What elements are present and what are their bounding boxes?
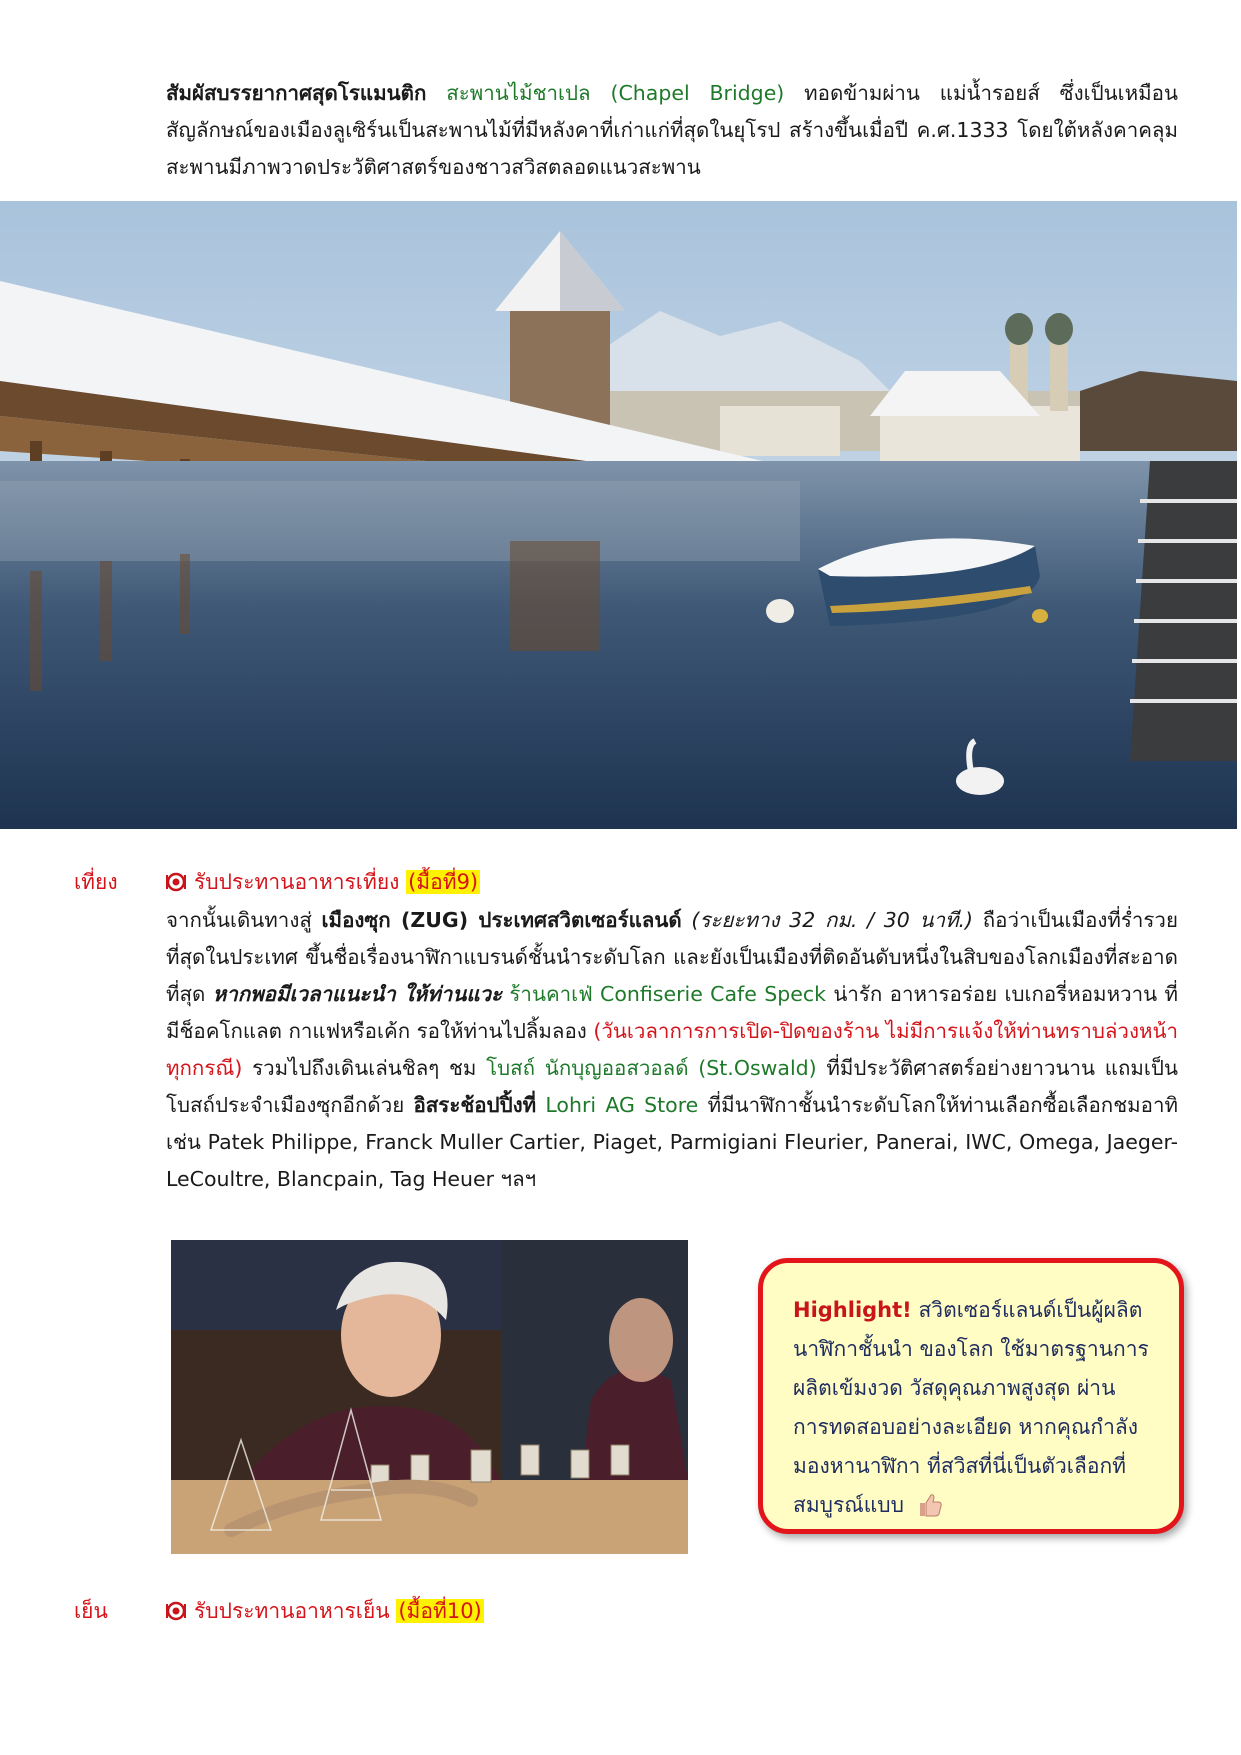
dinner-time-label: เย็น [74,1599,108,1623]
thumbs-up-icon [917,1492,943,1531]
zug-text-5: ที่มีประวัติศาสตร์อย่างยาวนาน แถมเป็นโบสถ์ประจำเมืองซุกอีกด้วย [166,1056,1178,1117]
chapel-bridge-photo [0,201,1237,829]
intro-text: ทอดข้ามผ่าน แม่น้ำรอยส์ ซึ่งเป็นเหมือนสัญลักษณ์ของเมืองลูเซิร์นเป็นสะพานไม้ที่มีหลังคาที่เก่าแก่ที่สุดในยุโรป สร้างขึ้นเมื่อปี ค.ศ.1333 โดยใต้หลังคาคลุมสะพานมีภาพวาดประวัติศาสตร์ของชาวสวิสตลอดแนวสะพาน [166,81,1178,179]
lunch-meal-text: รับประทานอาหารเที่ยง [194,870,400,894]
zug-recommend: หากพอมีเวลาแนะนำ ให้ท่านแวะ [212,982,503,1006]
lunch-meal-number: (มื้อที่9) [408,870,479,894]
shopping-lead: อิสระช้อปปิ้งที่ [413,1093,537,1117]
dinner-meal-text: รับประทานอาหารเย็น [194,1599,390,1623]
church-name: โบสถ์ นักบุญออสวอลด์ (St.Oswald) [486,1056,817,1080]
cafe-notice: (วันเวลาการการเปิด-ปิดของร้าน ไม่มีการแจ้งให้ท่านทราบล่วงหน้าทุกกรณี) [166,1019,1178,1080]
dining-icon [166,872,186,892]
highlight-text: สวิตเซอร์แลนด์เป็นผู้ผลิตนาฬิกาชั้นนำ ของโลก ใช้มาตรฐานการผลิตเข้มงวด วัสดุคุณภาพสูงสุด ผ่านการทดสอบอย่างละเอียด หากคุณกำลังมองหานาฬิกา ที่สวิสที่นี่เป็นตัวเลือกที่สมบูรณ์แบบ [793,1298,1149,1517]
lunch-time-label: เที่ยง [74,870,118,894]
zug-city: เมืองซุก (ZUG) ประเทศสวิตเซอร์แลนด์ [321,908,682,932]
intro-lead: สัมผัสบรรยากาศสุดโรแมนติก [166,81,427,105]
zug-text-3: น่ารัก อาหารอร่อย เบเกอรี่หอมหวาน ที่มีช็อคโกแลต กาแฟหรือเค้ก รอให้ท่านไปลิ้มลอง [166,982,1178,1043]
dining-icon [166,1601,186,1621]
dinner-meal-line [166,1595,484,1628]
zug-text-2: ถือว่าเป็นเมืองที่ร่ำรวยที่สุดในประเทศ ขึ้นชื่อเรื่องนาฬิกาแบรนด์ชั้นนำระดับโลก และยังเป็นเมืองที่ติดอันดับหนึ่งในสิบของโลกเมืองที่สะอาดที่สุด [166,908,1178,1006]
zug-text-1: จากนั้นเดินทางสู่ [166,908,312,932]
watch-shop-photo [171,1240,688,1554]
highlight-callout [758,1258,1184,1534]
cafe-name: ร้านคาเฟ่ Confiserie Cafe Speck [509,982,826,1006]
zug-distance: (ระยะทาง 32 กม. / 30 นาที.) [691,908,974,932]
highlight-label: Highlight! [793,1298,912,1322]
store-name: Lohri AG Store [545,1093,699,1117]
zug-text-6: ที่มีนาฬิกาชั้นนำระดับโลกให้ท่านเลือกซื้อเลือกชมอาทิ เช่น Patek Philippe, Franck Muller Cartier, Piaget, Parmigiani Fleurier, Panerai, IWC, Omega, Jaeger-LeCoultre, Blancpain, Tag Heuer ฯลฯ [166,1093,1178,1191]
zug-text-4: รวมไปถึงเดินเล่นชิลๆ ชม [252,1056,477,1080]
chapel-bridge-name: สะพานไม้ชาเปล (Chapel Bridge) [446,81,785,105]
intro-paragraph [166,75,1178,186]
dinner-meal-number: (มื้อที่10) [398,1599,482,1623]
zug-paragraph [166,902,1178,1198]
lunch-meal-line [166,866,480,899]
